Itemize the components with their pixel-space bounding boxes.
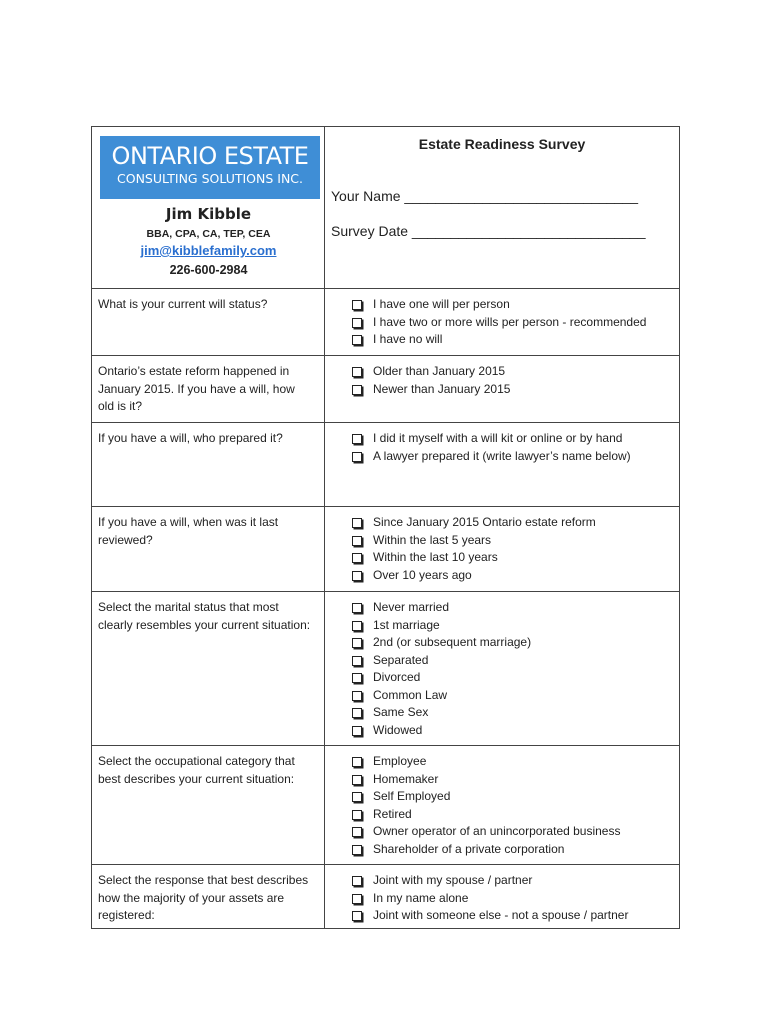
option-item[interactable] — [352, 704, 531, 722]
option-label: I have two or more wills per person - recommended — [373, 314, 647, 329]
consultant-name: Jim Kibble — [165, 205, 252, 223]
option-item[interactable] — [352, 599, 531, 617]
checkbox[interactable] — [352, 318, 362, 328]
checkbox[interactable] — [352, 827, 362, 837]
checkbox[interactable] — [352, 911, 362, 921]
option-label: Within the last 10 years — [373, 550, 498, 564]
survey-title: Estate Readiness Survey — [418, 136, 586, 152]
header-row — [92, 127, 679, 289]
option-item[interactable] — [352, 314, 646, 332]
option-label: I did it myself with a will kit or online or by hand — [373, 431, 623, 445]
survey-form — [91, 126, 680, 929]
option-item[interactable] — [352, 448, 631, 466]
checkbox[interactable] — [352, 385, 362, 395]
option-label: Never married — [373, 600, 450, 614]
option-label: Widowed — [373, 722, 423, 737]
question-text: If you have a will, who prepared it? — [98, 431, 283, 445]
option-label: Since January 2015 Ontario estate reform — [373, 515, 596, 529]
option-label: Joint with my spouse / partner — [373, 873, 533, 887]
option-item[interactable] — [352, 722, 531, 740]
option-item[interactable] — [352, 363, 510, 381]
option-item[interactable] — [352, 788, 620, 806]
checkbox[interactable] — [352, 894, 362, 904]
option-label: 1st marriage — [373, 617, 440, 632]
question-row — [92, 592, 679, 746]
your-name-field[interactable]: Your Name ______________________________ — [331, 188, 638, 204]
checkbox[interactable] — [352, 621, 362, 631]
option-label: Shareholder of a private corporation — [373, 841, 565, 856]
option-label: Common Law — [373, 687, 448, 702]
option-label: Homemaker — [373, 771, 439, 786]
option-label: Separated — [373, 652, 429, 667]
checkbox[interactable] — [352, 726, 362, 736]
question-row — [92, 507, 679, 592]
option-label: I have one will per person — [373, 297, 510, 311]
option-list — [352, 363, 510, 398]
option-label: Joint with someone else - not a spouse / partner — [373, 908, 629, 922]
option-item[interactable] — [352, 823, 620, 841]
option-item[interactable] — [352, 430, 631, 448]
option-list — [352, 296, 646, 349]
option-label: In my name alone — [373, 890, 469, 905]
option-label: Same Sex — [373, 705, 429, 719]
option-item[interactable] — [352, 890, 628, 908]
option-item[interactable] — [352, 872, 628, 890]
checkbox[interactable] — [352, 810, 362, 820]
option-label: Retired — [373, 806, 412, 821]
question-row — [92, 865, 679, 928]
checkbox[interactable] — [352, 335, 362, 345]
question-text: Select the occupational category that best describes your current situation: — [98, 754, 295, 786]
checkbox[interactable] — [352, 367, 362, 377]
option-item[interactable] — [352, 634, 531, 652]
question-text: Ontario’s estate reform happened in January 2015. If you have a will, how old is it? — [98, 364, 295, 413]
checkbox[interactable] — [352, 656, 362, 666]
option-list — [352, 872, 628, 925]
checkbox[interactable] — [352, 553, 362, 563]
option-item[interactable] — [352, 514, 596, 532]
logo-line2: CONSULTING SOLUTIONS INC. — [117, 171, 303, 186]
question-text: What is your current will status? — [98, 297, 268, 311]
checkbox[interactable] — [352, 757, 362, 767]
option-list — [352, 430, 631, 465]
option-item[interactable] — [352, 296, 646, 314]
logo-line1: ONTARIO ESTATE — [111, 142, 309, 170]
question-text: Select the response that best describes how the majority of your assets are registered: — [98, 873, 309, 922]
checkbox[interactable] — [352, 300, 362, 310]
option-item[interactable] — [352, 907, 628, 925]
option-item[interactable] — [352, 841, 620, 859]
option-list — [352, 514, 596, 584]
option-label: 2nd (or subsequent marriage) — [373, 635, 532, 649]
checkbox[interactable] — [352, 845, 362, 855]
question-row — [92, 746, 679, 865]
option-label: Newer than January 2015 — [373, 381, 511, 396]
company-logo — [100, 136, 320, 199]
option-item[interactable] — [352, 669, 531, 687]
question-row — [92, 289, 679, 356]
option-label: Owner operator of an unincorporated business — [373, 824, 621, 838]
option-item[interactable] — [352, 381, 510, 399]
checkbox[interactable] — [352, 775, 362, 785]
survey-header — [325, 127, 679, 288]
checkbox[interactable] — [352, 691, 362, 701]
option-item[interactable] — [352, 549, 596, 567]
checkbox[interactable] — [352, 603, 362, 613]
option-list — [352, 599, 531, 739]
option-item[interactable] — [352, 532, 596, 550]
checkbox[interactable] — [352, 434, 362, 444]
checkbox[interactable] — [352, 536, 362, 546]
option-label: Over 10 years ago — [373, 567, 472, 582]
checkbox[interactable] — [352, 673, 362, 683]
checkbox[interactable] — [352, 792, 362, 802]
option-item[interactable] — [352, 771, 620, 789]
checkbox[interactable] — [352, 708, 362, 718]
question-text: If you have a will, when was it last reviewed? — [98, 515, 279, 547]
option-label: I have no will — [373, 332, 443, 346]
option-label: Employee — [373, 754, 427, 768]
option-item[interactable] — [352, 806, 620, 824]
option-item[interactable] — [352, 687, 531, 705]
option-label: Within the last 5 years — [373, 532, 492, 547]
option-list — [352, 753, 620, 858]
option-label: Divorced — [373, 670, 421, 684]
option-label: Self Employed — [373, 789, 451, 803]
checkbox[interactable] — [352, 571, 362, 581]
checkbox[interactable] — [352, 452, 362, 462]
email-link[interactable]: jim@kibblefamily.com — [140, 243, 277, 258]
option-item[interactable] — [352, 652, 531, 670]
phone-number: 226-600-2984 — [169, 263, 248, 277]
question-text: Select the marital status that most clearly resembles your current situation: — [98, 600, 311, 632]
option-label: A lawyer prepared it (write lawyer’s name below) — [373, 448, 631, 463]
survey-date-field[interactable]: Survey Date ______________________________ — [331, 223, 646, 239]
question-row — [92, 423, 679, 507]
option-item[interactable] — [352, 567, 596, 585]
checkbox[interactable] — [352, 638, 362, 648]
option-item[interactable] — [352, 617, 531, 635]
contact-panel — [92, 127, 325, 288]
question-row — [92, 356, 679, 423]
option-item[interactable] — [352, 331, 646, 349]
option-label: Older than January 2015 — [373, 364, 506, 378]
checkbox[interactable] — [352, 518, 362, 528]
checkbox[interactable] — [352, 876, 362, 886]
consultant-credentials: BBA, CPA, CA, TEP, CEA — [146, 228, 271, 240]
option-item[interactable] — [352, 753, 620, 771]
